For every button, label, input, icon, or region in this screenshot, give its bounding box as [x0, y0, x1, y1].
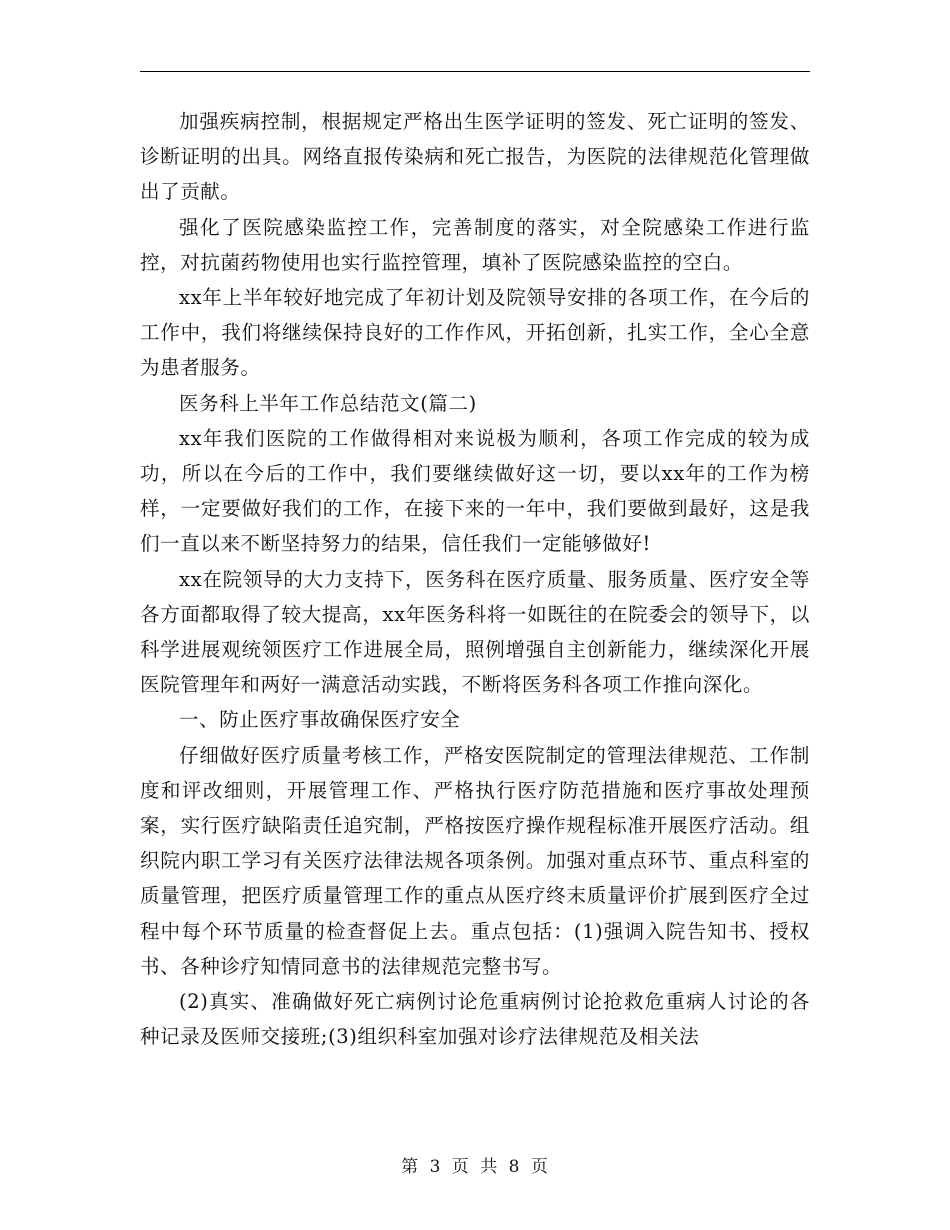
paragraph-year-review: xx年我们医院的工作做得相对来说极为顺利，各项工作完成的较为成功，所以在今后的工作中，我们要继续做好这一切，要以xx年的工作为榜样，一定要做好我们的工作，在接下来的一年中，我们要做到最好，这是我们一直以来不断坚持努力的结果，信任我们一定能够做好! — [140, 426, 810, 556]
document-body — [140, 104, 810, 1054]
page-number-footer: 第 3 页 共 8 页 — [401, 1157, 549, 1177]
paragraph-first-half-summary: xx年上半年较好地完成了年初计划及院领导安排的各项工作，在今后的工作中，我们将继续保持良好的工作作风，开拓创新，扎实工作，全心全意为患者服务。 — [140, 286, 810, 380]
section-title-part-two: 医务科上半年工作总结范文(篇二) — [179, 391, 477, 415]
header-rule — [140, 71, 810, 72]
paragraph-leadership-support: xx在院领导的大力支持下，医务科在医疗质量、服务质量、医疗安全等各方面都取得了较大提高，xx年医务科将一如既往的在院委会的领导下，以科学进展观统领医疗工作进展全局，照例增强自主创新能力，继续深化开展医院管理年和两好一满意活动实践，不断将医务科各项工作推向深化。 — [140, 567, 810, 697]
paragraph-quality-assessment: 仔细做好医疗质量考核工作，严格安医院制定的管理法律规范、工作制度和评改细则，开展管理工作、严格执行医疗防范措施和医疗事故处理预案，实行医疗缺陷责任追究制，严格按医疗操作规程标准开展医疗活动。组织院内职工学习有关医疗法律法规各项条例。加强对重点环节、重点科室的质量管理，把医疗质量管理工作的重点从医疗终末质量评价扩展到医疗全过程中每个环节质量的检查督促上去。重点包括：(1)强调入院告知书、授权书、各种诊疗知情同意书的法律规范完整书写。 — [140, 743, 810, 978]
paragraph-records-and-handover: (2)真实、准确做好死亡病例讨论危重病例讨论抢救危重病人讨论的各种记录及医师交接班;(3)组织科室加强对诊疗法律规范及相关法 — [140, 990, 810, 1049]
paragraph-disease-control: 加强疾病控制，根据规定严格出生医学证明的签发、死亡证明的签发、诊断证明的出具。网络直报传染病和死亡报告，为医院的法律规范化管理做出了贡献。 — [140, 110, 810, 204]
paragraph-infection-monitoring: 强化了医院感染监控工作，完善制度的落实，对全院感染工作进行监控，对抗菌药物使用也实行监控管理，填补了医院感染监控的空白。 — [140, 215, 810, 274]
section-heading-medical-safety: 一、防止医疗事故确保医疗安全 — [179, 708, 461, 732]
